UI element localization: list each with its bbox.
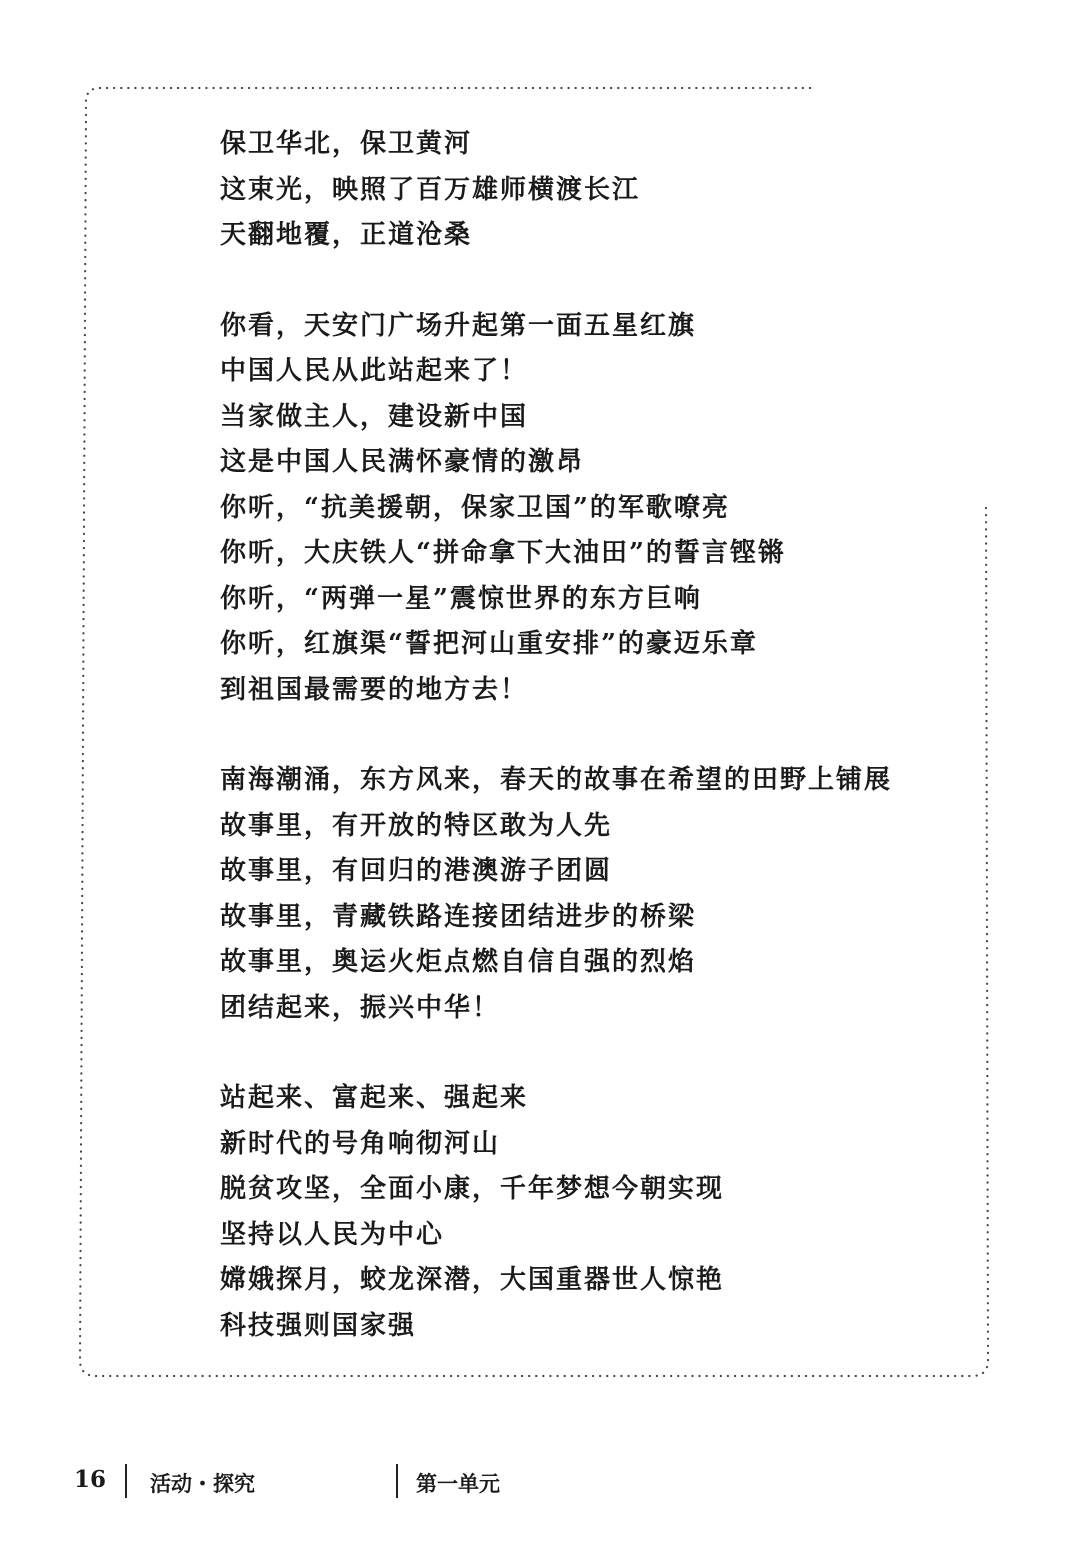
section-title: 活动・探究 [150,1472,255,1496]
poem-line: 站起来、富起来、强起来 [220,1083,529,1113]
poem-line: 脱贫攻坚，全面小康，千年梦想今朝实现 [220,1174,725,1204]
poem-stanza [220,304,980,714]
poem-line: 故事里，有回归的港澳游子团圆 [220,856,613,886]
page-footer [0,1462,1080,1502]
poem-line: 天翻地覆，正道沧桑 [220,220,473,250]
poem-line: 你看，天安门广场升起第一面五星红旗 [220,310,697,341]
poem-stanza [220,758,980,1031]
poem-stanza [220,122,980,259]
poem-line: 到祖国最需要的地方去！ [220,674,529,705]
poem-line: 故事里，奥运火炬点燃自信自强的烈焰 [220,947,697,977]
poem-line: 嫦娥探月，蛟龙深潜，大国重器世人惊艳 [220,1265,725,1295]
page-number: 16 [74,1466,107,1493]
poem-body [220,122,980,1394]
poem-line: 团结起来，振兴中华！ [220,992,501,1023]
poem-line: 你听，大庆铁人“拼命拿下大油田”的誓言铿锵 [220,538,786,568]
poem-line: 当家做主人，建设新中国 [220,401,529,432]
poem-line: 南海潮涌，东方风来，春天的故事在希望的田野上铺展 [220,765,893,795]
poem-line: 科技强则国家强 [220,1310,417,1341]
footer-divider [125,1464,127,1498]
poem-line: 故事里，有开放的特区敢为人先 [220,810,613,841]
poem-line: 中国人民从此站起来了！ [220,356,529,386]
poem-line: 新时代的号角响彻河山 [220,1128,501,1159]
poem-line: 这是中国人民满怀豪情的激昂 [220,447,585,477]
poem-line: 你听，“抗美援朝，保家卫国”的军歌嘹亮 [220,492,730,523]
poem-line: 这束光，映照了百万雄师横渡长江 [220,174,641,205]
footer-divider [396,1464,398,1498]
poem-stanza [220,1076,980,1349]
poem-line: 保卫华北，保卫黄河 [220,129,473,159]
unit-title: 第一单元 [416,1472,500,1496]
poem-line: 故事里，青藏铁路连接团结进步的桥梁 [220,901,697,932]
poem-line: 坚持以人民为中心 [220,1219,445,1250]
poem-line: 你听，红旗渠“誓把河山重安排”的豪迈乐章 [220,629,758,659]
poem-line: 你听，“两弹一星”震惊世界的东方巨响 [220,583,702,614]
